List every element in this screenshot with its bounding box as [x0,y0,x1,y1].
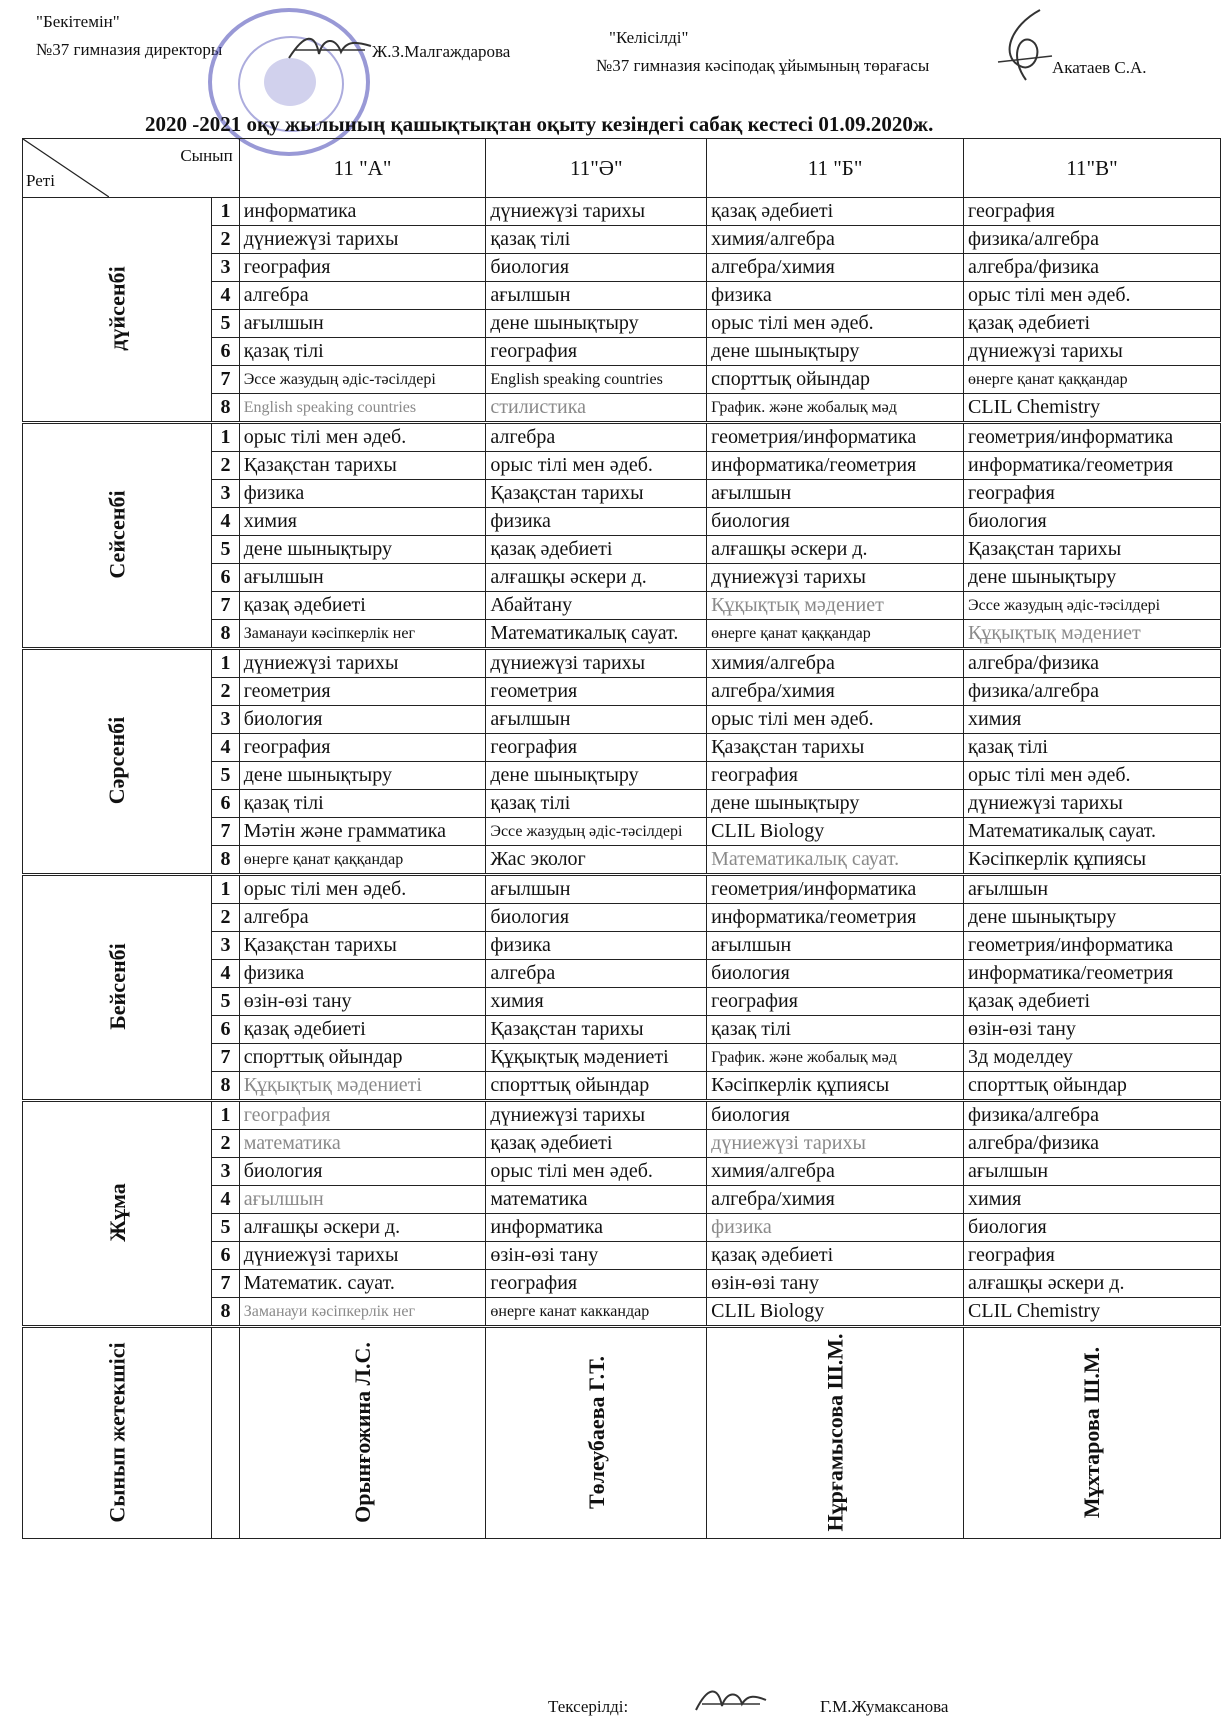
lesson-number: 5 [212,310,239,338]
lesson-number: 2 [212,904,239,932]
subject-cell: алғашқы әскери д. [239,1214,486,1242]
blank-cell [212,1327,239,1539]
subject-cell: алғашқы әскери д. [707,536,964,564]
subject-cell: алгебра/физика [964,254,1221,282]
subject-cell: өнерге қанат қаққандар [964,366,1221,394]
subject-cell: CLIL Chemistry [964,394,1221,423]
corner-class-label: Сынып [180,146,233,165]
lesson-number: 5 [212,762,239,790]
subject-cell: Математикалық сауат. [964,818,1221,846]
subject-cell: Құқықтық мәдениеті [239,1072,486,1101]
lesson-row [23,198,1221,226]
subject-cell: ағылшын [486,875,707,904]
lesson-number: 4 [212,508,239,536]
union-chair-signature [990,6,1060,86]
lesson-number: 3 [212,932,239,960]
subject-cell: CLIL Chemistry [964,1298,1221,1327]
subject-cell: Математикалық сауат. [486,620,707,649]
subject-cell: алгебра [239,282,486,310]
subject-cell: химия [964,1186,1221,1214]
subject-cell: физика [486,932,707,960]
day-cell [23,649,212,875]
subject-cell: дүниежүзі тарихы [707,564,964,592]
subject-cell: Қазақстан тарихы [239,452,486,480]
lesson-number: 7 [212,1270,239,1298]
class-teacher-label-cell [23,1327,212,1539]
subject-cell: Математикалық сауат. [707,846,964,875]
director-signature [285,28,375,68]
class-teacher-cell [486,1327,707,1539]
lesson-number: 6 [212,1242,239,1270]
approve-label: "Бекітемін" [36,12,120,31]
subject-cell: биология [486,904,707,932]
subject-cell: орыс тілі мен әдеб. [486,1158,707,1186]
checked-name: Г.М.Жумаксанова [820,1697,949,1716]
subject-cell: дене шынықтыру [707,790,964,818]
subject-cell: қазақ тілі [486,226,707,254]
subject-cell: география [239,1101,486,1130]
subject-cell: дүниежүзі тарихы [964,790,1221,818]
subject-cell: орыс тілі мен әдеб. [239,423,486,452]
lesson-number: 7 [212,592,239,620]
subject-cell: 3д моделдеу [964,1044,1221,1072]
class-teacher-cell [964,1327,1221,1539]
subject-cell: өнерге қанат қаққандар [239,846,486,875]
subject-cell: Құқықтық мәдениет [707,592,964,620]
subject-cell: ағылшын [239,564,486,592]
subject-cell: дүниежүзі тарихы [964,338,1221,366]
approve-name: Ж.З.Малгаждарова [372,42,511,61]
class-teacher-name: Орынғожина Л.С. [350,1341,376,1523]
subject-cell: Қазақстан тарихы [964,536,1221,564]
subject-cell: ағылшын [239,310,486,338]
subject-cell: Қазақстан тарихы [486,480,707,508]
subject-cell: Эссе жазудың әдіс-тәсілдері [239,366,486,394]
subject-cell: геометрия [486,678,707,706]
subject-cell: Заманауи кәсіпкерлік нег [239,620,486,649]
lesson-number: 6 [212,790,239,818]
subject-cell: геометрия/информатика [964,423,1221,452]
subject-cell: ағылшын [707,480,964,508]
subject-cell: информатика [239,198,486,226]
lesson-number: 5 [212,1214,239,1242]
subject-cell: ағылшын [964,875,1221,904]
class-header: 11 "А" [239,139,486,198]
subject-cell: қазақ тілі [239,790,486,818]
subject-cell: орыс тілі мен әдеб. [707,310,964,338]
subject-cell: English speaking countries [239,394,486,423]
subject-cell: география [964,1242,1221,1270]
lesson-number: 3 [212,706,239,734]
class-teacher-cell [239,1327,486,1539]
subject-cell: дүниежүзі тарихы [486,1101,707,1130]
day-name: Бейсенбі [104,943,130,1030]
subject-cell: қазақ әдебиеті [964,988,1221,1016]
subject-cell: қазақ тілі [486,790,707,818]
subject-cell: алгебра [486,960,707,988]
class-teacher-name: Мұхтарова Ш.М. [1079,1346,1105,1518]
subject-cell: физика/алгебра [964,678,1221,706]
lesson-number: 7 [212,818,239,846]
lesson-row [23,875,1221,904]
subject-cell: биология [964,1214,1221,1242]
subject-cell: химия/алгебра [707,1158,964,1186]
subject-cell: геометрия/информатика [964,932,1221,960]
subject-cell: өзін-өзі тану [239,988,486,1016]
agree-label: "Келісілді" [609,28,689,47]
lesson-number: 8 [212,846,239,875]
lesson-number: 2 [212,1130,239,1158]
subject-cell: дүниежүзі тарихы [486,198,707,226]
subject-cell: қазақ әдебиеті [239,1016,486,1044]
checker-signature [690,1680,770,1720]
subject-cell: қазақ тілі [239,338,486,366]
lesson-number: 8 [212,1298,239,1327]
subject-cell: дүниежүзі тарихы [239,649,486,678]
lesson-number: 8 [212,1072,239,1101]
subject-cell: биология [239,706,486,734]
subject-cell: спорттық ойындар [707,366,964,394]
subject-cell: география [707,762,964,790]
lesson-number: 3 [212,480,239,508]
class-teacher-cell [707,1327,964,1539]
subject-cell: биология [707,960,964,988]
subject-cell: алгебра/химия [707,678,964,706]
subject-cell: дүниежүзі тарихы [486,649,707,678]
subject-cell: дүниежүзі тарихы [707,1130,964,1158]
class-header: 11"Ә" [486,139,707,198]
subject-cell: биология [486,254,707,282]
lesson-number: 5 [212,988,239,1016]
subject-cell: физика/алгебра [964,1101,1221,1130]
subject-cell: дүниежүзі тарихы [239,226,486,254]
subject-cell: физика [707,282,964,310]
subject-cell: геометрия/информатика [707,875,964,904]
subject-cell: геометрия [239,678,486,706]
subject-cell: График. және жобалық мәд [707,394,964,423]
subject-cell: CLIL Biology [707,1298,964,1327]
lesson-row [23,1101,1221,1130]
class-teacher-name: Нұрғамысова Ш.М. [822,1332,848,1532]
subject-cell: геометрия/информатика [707,423,964,452]
subject-cell: ағылшын [486,706,707,734]
subject-cell: қазақ тілі [964,734,1221,762]
schedule-table [22,138,1221,1539]
subject-cell: орыс тілі мен әдеб. [486,452,707,480]
subject-cell: алгебра/химия [707,1186,964,1214]
day-name: дүйсенбі [104,266,130,351]
subject-cell: алгебра/химия [707,254,964,282]
subject-cell: информатика/геометрия [964,452,1221,480]
subject-cell: биология [707,508,964,536]
subject-cell: химия/алгебра [707,649,964,678]
subject-cell: физика/алгебра [964,226,1221,254]
subject-cell: дене шынықтыру [964,904,1221,932]
day-cell [23,1101,212,1327]
subject-cell: спорттық ойындар [486,1072,707,1101]
subject-cell: алгебра [239,904,486,932]
lesson-number: 8 [212,620,239,649]
subject-cell: география [239,734,486,762]
lesson-number: 8 [212,394,239,423]
subject-cell: қазақ әдебиеті [707,1242,964,1270]
subject-cell: стилистика [486,394,707,423]
lesson-number: 1 [212,649,239,678]
subject-cell: ағылшын [964,1158,1221,1186]
class-header: 11 "Б" [707,139,964,198]
subject-cell: Кәсіпкерлік құпиясы [707,1072,964,1101]
subject-cell: география [486,1270,707,1298]
subject-cell: биология [239,1158,486,1186]
subject-cell: қазақ әдебиеті [239,592,486,620]
subject-cell: орыс тілі мен әдеб. [707,706,964,734]
subject-cell: география [964,198,1221,226]
subject-cell: дене шынықтыру [486,310,707,338]
approve-role: №37 гимназия директоры [36,40,223,59]
subject-cell: спорттық ойындар [239,1044,486,1072]
subject-cell: информатика/геометрия [707,452,964,480]
subject-cell: өзін-өзі тану [964,1016,1221,1044]
lesson-number: 3 [212,1158,239,1186]
subject-cell: алгебра/физика [964,649,1221,678]
subject-cell: география [239,254,486,282]
subject-cell: алғашқы әскери д. [486,564,707,592]
subject-cell: химия [239,508,486,536]
day-name: Сәрсенбі [104,716,130,805]
subject-cell: физика [239,480,486,508]
lesson-row [23,423,1221,452]
checked-label: Тексерілді: [548,1697,629,1716]
lesson-number: 4 [212,734,239,762]
subject-cell: география [486,734,707,762]
subject-cell: өзін-өзі тану [486,1242,707,1270]
subject-cell: Математик. сауат. [239,1270,486,1298]
day-cell [23,198,212,423]
subject-cell: орыс тілі мен әдеб. [964,282,1221,310]
lesson-number: 5 [212,536,239,564]
subject-cell: орыс тілі мен әдеб. [239,875,486,904]
lesson-number: 2 [212,678,239,706]
lesson-number: 2 [212,452,239,480]
subject-cell: информатика/геометрия [707,904,964,932]
subject-cell: өнерге қанат қаққандар [707,620,964,649]
subject-cell: өзін-өзі тану [707,1270,964,1298]
subject-cell: дене шынықтыру [239,762,486,790]
subject-cell: CLIL Biology [707,818,964,846]
class-teacher-label: Сынып жетекшісі [104,1341,130,1523]
subject-cell: Құқықтық мәдениет [964,620,1221,649]
day-cell [23,875,212,1101]
subject-cell: дене шынықтыру [964,564,1221,592]
subject-cell: Эссе жазудың әдіс-тәсілдері [964,592,1221,620]
schedule-title: 2020 -2021 оқу жылының қашықтықтан оқыту кезіндегі сабақ кестесі 01.09.2020ж. [145,112,934,136]
subject-cell: Құқықтық мәдениеті [486,1044,707,1072]
lesson-number: 4 [212,1186,239,1214]
lesson-number: 6 [212,1016,239,1044]
subject-cell: қазақ әдебиеті [964,310,1221,338]
header-corner [23,139,240,198]
lesson-number: 7 [212,366,239,394]
lesson-number: 6 [212,338,239,366]
subject-cell: қазақ әдебиеті [486,536,707,564]
subject-cell: ағылшын [239,1186,486,1214]
day-name: Сейсенбі [104,490,130,579]
subject-cell: дүниежүзі тарихы [239,1242,486,1270]
subject-cell: дене шынықтыру [486,762,707,790]
lesson-number: 1 [212,1101,239,1130]
agree-name: Акатаев С.А. [1052,58,1147,77]
subject-cell: спорттық ойындар [964,1072,1221,1101]
subject-cell: химия [964,706,1221,734]
subject-cell: география [486,338,707,366]
subject-cell: математика [239,1130,486,1158]
lesson-number: 7 [212,1044,239,1072]
subject-cell: физика [239,960,486,988]
subject-cell: алгебра/физика [964,1130,1221,1158]
day-cell [23,423,212,649]
subject-cell: физика [486,508,707,536]
subject-cell: Қазақстан тарихы [239,932,486,960]
lesson-number: 2 [212,226,239,254]
day-name: Жұма [104,1183,130,1242]
subject-cell: химия/алгебра [707,226,964,254]
subject-cell: График. және жобалық мәд [707,1044,964,1072]
subject-cell: алғашқы әскери д. [964,1270,1221,1298]
subject-cell: география [707,988,964,1016]
class-header: 11"В" [964,139,1221,198]
subject-cell: ағылшын [486,282,707,310]
subject-cell: қазақ әдебиеті [486,1130,707,1158]
class-teacher-row [23,1327,1221,1539]
corner-order-label: Реті [26,171,55,190]
subject-cell: Кәсіпкерлік құпиясы [964,846,1221,875]
lesson-row [23,649,1221,678]
subject-cell: Қазақстан тарихы [486,1016,707,1044]
subject-cell: информатика [486,1214,707,1242]
lesson-number: 4 [212,282,239,310]
subject-cell: қазақ тілі [707,1016,964,1044]
subject-cell: Эссе жазудың әдіс-тәсілдері [486,818,707,846]
class-teacher-name: Төлеубаева Г.Т. [583,1355,609,1509]
lesson-number: 1 [212,875,239,904]
subject-cell: химия [486,988,707,1016]
subject-cell: география [964,480,1221,508]
subject-cell: информатика/геометрия [964,960,1221,988]
subject-cell: физика [707,1214,964,1242]
subject-cell: өнерге канат каккандар [486,1298,707,1327]
subject-cell: ағылшын [707,932,964,960]
subject-cell: Заманауи кәсіпкерлік нег [239,1298,486,1327]
subject-cell: Жас эколог [486,846,707,875]
subject-cell: English speaking countries [486,366,707,394]
subject-cell: қазақ әдебиеті [707,198,964,226]
subject-cell: Қазақстан тарихы [707,734,964,762]
subject-cell: алгебра [486,423,707,452]
subject-cell: Мәтін және грамматика [239,818,486,846]
class-header-row [23,139,1221,198]
lesson-number: 4 [212,960,239,988]
subject-cell: математика [486,1186,707,1214]
lesson-number: 1 [212,423,239,452]
agree-role: №37 гимназия кәсіподақ ұйымының төрағасы [596,56,930,75]
subject-cell: биология [707,1101,964,1130]
subject-cell: дене шынықтыру [239,536,486,564]
lesson-number: 6 [212,564,239,592]
lesson-number: 3 [212,254,239,282]
subject-cell: биология [964,508,1221,536]
lesson-number: 1 [212,198,239,226]
subject-cell: Абайтану [486,592,707,620]
subject-cell: орыс тілі мен әдеб. [964,762,1221,790]
subject-cell: дене шынықтыру [707,338,964,366]
